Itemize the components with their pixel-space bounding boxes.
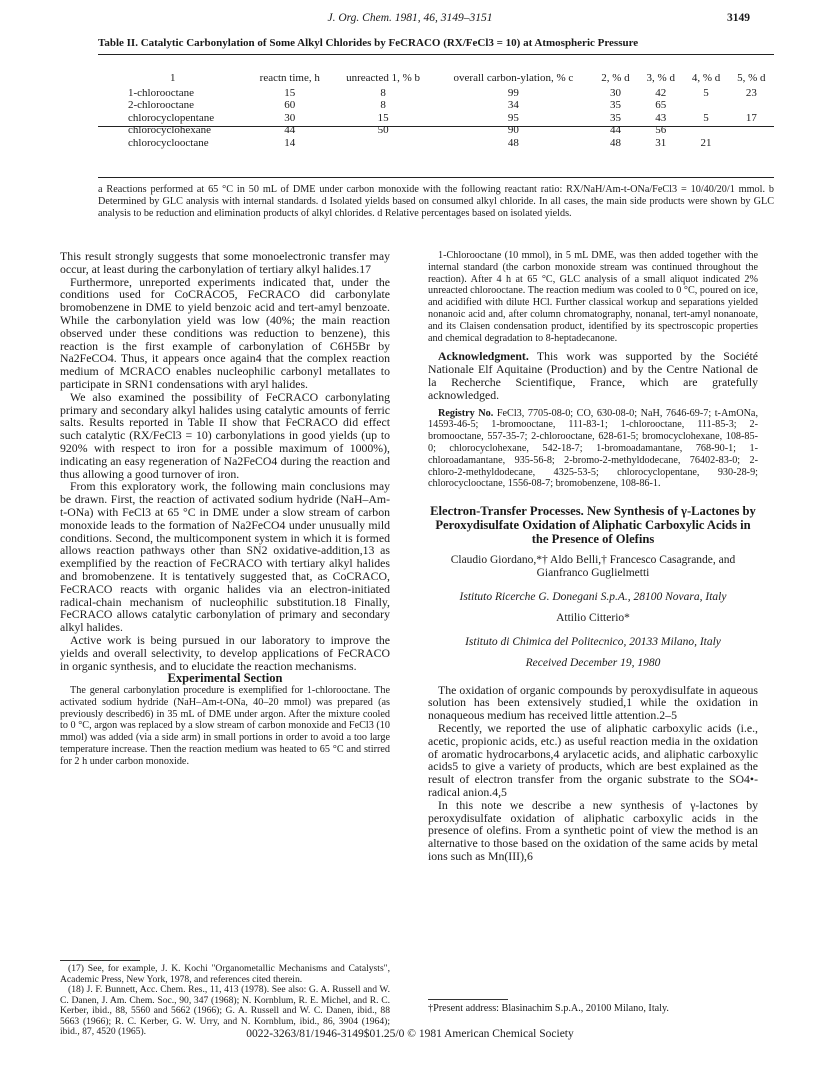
right-column — [428, 250, 758, 863]
table-cell: 34 — [507, 99, 519, 111]
table-footnote: a Reactions performed at 65 °C in 50 mL of DME under carbon monoxide with the following reactant ratio: RX/NaH/Am-t-ONa/FeCl3 = 10/40/20/1 mmol. b Determined by GLC analysis with internal standards. d Isolated yields based on consumed alkyl chloride. In all cases, the main side products were shown by GLC analysis to be reduction and elimination products of alkyl chlorides. d Relative percentages based on isolated yields. — [98, 184, 774, 219]
table-bottom-rule — [98, 177, 774, 178]
table-cell — [729, 137, 774, 150]
table-top-rule — [98, 54, 774, 55]
table-cell: 23 — [745, 86, 757, 99]
table-cell — [729, 99, 774, 112]
journal-citation: J. Org. Chem. 1981, 46, 3149–3151 — [327, 12, 493, 24]
table-cell: 48 — [609, 136, 621, 149]
table-cell: 35 — [609, 111, 621, 124]
table-cell — [729, 124, 774, 137]
table-cell: 5 — [703, 86, 709, 99]
registry-text: FeCl3, 7705-08-0; CO, 630-08-0; NaH, 7646-69-7; t-AmONa, 14593-46-5; 1-bromooctane, 111-83-1; 1-chlorooctane, 111-85-3; 2-bromooctane, 557-35-7; 2-chlorooctane, 628-61-5; bromocyclohexane, 108-85-0; chlorocyclohexane, 542-18-7; 1-bromoadamantane, 768-90-1; 1-chloroadamantane, 935-56-8; 2-bromo-2-methyldodecane, 76402-83-0; 2-chloro-2-methyldodecane, 4325-53-5; chlorocyclopentane, 930-28-9; chlorocyclooctane, 1556-08-7; bromobenzene, 108-86-1. — [428, 407, 759, 490]
table-cell: 60 — [284, 99, 296, 111]
paragraph: In this note we describe a new synthesis of γ-lactones by peroxydisulfate oxidation of aliphatic carboxylic acids in the presence of olefins. From a synthetic point of view the method is an alternative to those based on the oxidation of the same acids by metal ions such as Mn(III),6 — [428, 797, 758, 863]
table-cell: 15 — [284, 86, 296, 99]
table-cell: 43 — [655, 111, 667, 124]
table-cell: 1-chlorooctane — [128, 86, 194, 99]
table-cell: chlorocyclopentane — [128, 111, 215, 124]
reference-18: (18) J. F. Bunnett, Acc. Chem. Res., 11, 413 (1978). See also: G. A. Russell and W. C. Danen, J. Am. Chem. Soc., 90, 347 (1968); N. Kornblum, R. E. Michel, and R. C. Kerber, ibid., 88, 5560 and 5662 (1966); G. A. Russell and W. C. Danen, ibid., 88 5663 (1966); R. C. Kerber, G. W. Urry, and N. Kornblum, ibid., 86, 3904 (1964); ibid., 87, 4520 (1965). — [60, 984, 390, 1037]
left-column — [60, 250, 390, 768]
acknowledgment-heading: Acknowledgment. — [438, 349, 529, 364]
registry-numbers — [428, 408, 758, 491]
paragraph: Recently, we reported the use of aliphatic carboxylic acids (i.e., acetic, propionic acids, etc.) as useful reaction media in the oxidation of aromatic hydrocarbons,4 arylacetic acids, and aliphatic carboxylic acids5 to give a variety of products, which are best explained as the result of electron transfer from the organic substrate to the SO4•- radical anion.4,5 — [428, 720, 758, 799]
table-cell: 56 — [655, 124, 667, 136]
author-2: Attilio Citterio* — [556, 611, 630, 624]
table-cell: 95 — [507, 111, 519, 124]
section-heading: Experimental Section — [167, 671, 283, 686]
column-header: unreacted 1, % b — [346, 72, 421, 84]
table-cell: 65 — [655, 99, 667, 111]
table-cell: 35 — [609, 99, 621, 111]
paragraph: Active work is being pursued in our laboratory to improve the yields and overall selectivity, to develop applications of FeCRACO in organic synthesis, and to elucidate the reaction mechanisms. — [60, 632, 390, 673]
paragraph: We also examined the possibility of FeCRACO carbonylating primary and secondary alkyl halides using catalytic amounts of ferric salts. Results reported in Table II show that FeCRACO did effect such catalytic (RX/FeCl3 = 10) carbonylations in good yields (up to 920% with respect to iron for a possible maximum of 1000%), indicating an easy regeneration of Na2FeCO4 during the reaction and thus allowing a good turnover of iron. — [60, 389, 390, 481]
table-cell — [332, 137, 434, 150]
paragraph: Furthermore, unreported experiments indicated that, under the conditions used for CoCRACO5, FeCRACO did carbonylate bromobenzene in DME to yield benzoic acid and tert-amyl benzoate. While the carbonylation yield was low (40%; the main reaction observed under these conditions was reduction to benzene), this reaction is the first example of carbonylation of C6H5Br by Na2FeCO4. Thus, it appears once again4 that the complex reaction medium of MCRACO enables nucleophilic carbonyl metallates to participate in SRN1 condensations with aryl halides. — [60, 274, 390, 391]
table-row — [98, 99, 774, 112]
table-cell: 44 — [284, 124, 296, 136]
paragraph: This result strongly suggests that some monoelectronic transfer may occur, at least during the carbonylation of tertiary alkyl halides.17 — [60, 249, 390, 276]
table-cell: 8 — [380, 99, 386, 111]
experimental-paragraph: The general carbonylation procedure is exemplified for 1-chlorooctane. The activated sodium hydride (NaH–Am-t-ONa, 40–20 mmol) was prepared (as previously described6) in 35 mL of DME under argon. After the mixture cooled to 0 °C, argon was replaced by a slow stream of carbon monoxide and FeCl3 (10 mmol) was added (via a side arm) in small portions in order to avoid a too large temperature increase. Then the reaction medium was heated to 65 °C and stirred for 2 h under carbon monoxide. — [60, 685, 390, 767]
table-row — [98, 112, 774, 125]
table-cell: 99 — [507, 86, 519, 99]
table-cell: 48 — [507, 136, 519, 149]
authors: Claudio Giordano,*† Aldo Belli,† Francesco Casagrande, and Gianfranco Guglielmetti — [450, 554, 736, 580]
table-cell: 42 — [655, 86, 667, 99]
column-header: 1 — [169, 72, 176, 84]
table-cell: 14 — [284, 136, 296, 149]
reference-17: (17) See, for example, J. K. Kochi "Organometallic Mechanisms and Catalysts", Academic Press, New York, 1978, and references cited therein. — [60, 963, 390, 985]
paragraph: The oxidation of organic compounds by peroxydisulfate in aqueous solution has been extensively studied,1 while the oxidation in nonaqueous medium has received little attention.2–5 — [428, 682, 758, 723]
received-date: Received December 19, 1980 — [525, 656, 661, 669]
page-footer: 0022-3263/81/1946-3149$01.25/0 © 1981 American Chemical Society — [246, 1028, 574, 1040]
acknowledgment-text: This work was supported by the Société Nationale Elf Aquitaine (Production) and by the Centre National de la Recherche Scientifique, France, which are gratefully acknowledged. — [428, 349, 758, 402]
table-row — [98, 87, 774, 100]
column-header: 2, % d — [601, 72, 630, 84]
table-cell: 30 — [284, 111, 296, 124]
table-cell: 17 — [745, 111, 757, 124]
article-title: Electron-Transfer Processes. New Synthesis of γ-Lactones by Peroxydisulfate Oxidation of Aliphatic Carboxylic Acids in the Presence of Olefins — [430, 504, 756, 547]
table-cell: 2-chlorooctane — [128, 99, 194, 111]
column-header: overall carbon-ylation, % c — [453, 72, 574, 84]
table-cell: chlorocyclohexane — [128, 124, 212, 136]
registry-heading: Registry No. — [438, 407, 494, 419]
footnote-rule — [60, 960, 140, 961]
table-cell: chlorocyclooctane — [128, 136, 209, 149]
table-cell: 30 — [609, 86, 621, 99]
table-cell: 8 — [380, 86, 386, 99]
table-cell: 44 — [609, 124, 621, 136]
references — [60, 964, 390, 1038]
table-row — [98, 137, 774, 150]
table-cell: 50 — [377, 124, 389, 136]
table-cell: 90 — [507, 124, 519, 136]
table-cell: 21 — [700, 136, 712, 149]
table-cell: 31 — [655, 136, 667, 149]
table-cell: 15 — [377, 111, 389, 124]
running-header — [0, 12, 820, 28]
data-table — [98, 72, 774, 149]
institution-1: Istituto Ricerche G. Donegani S.p.A., 28100 Novara, Italy — [459, 591, 727, 604]
page-number: 3149 — [727, 12, 750, 24]
column-header: reactn time, h — [259, 72, 320, 84]
table-header-row — [98, 72, 774, 87]
institution-2: Istituto di Chimica del Politecnico, 20133 Milano, Italy — [465, 635, 721, 648]
paragraph: From this exploratory work, the following main conclusions may be drawn. First, the reaction of activated sodium hydride (NaH–Am-t-ONa) with FeCl3 at 65 °C in DME under a slow stream of carbon monoxide leads to the formation of Na2FeCO4 under unusually mild conditions. Second, the multicomponent system in which it is formed allows reaction pathways other than SN2 oxidative-addition,13 as exemplified by the reaction of FeCRACO with tertiary alkyl halides and bromobenzene. It is tentatively suggested that, as CoCRACO, FeCRACO reacts with organic halides via an electron-initiated radical-chain mechanism of nucleophilic substitution.18 Finally, FeCRACO allows catalytic carbonylation of primary and secondary alkyl halides. — [60, 479, 390, 635]
column-header: 5, % d — [737, 72, 766, 84]
table-cell — [683, 99, 728, 112]
table-cell — [683, 124, 728, 137]
experimental-continued: 1-Chlorooctane (10 mmol), in 5 mL DME, was then added together with the internal standard (the carbon monoxide stream was continued throughout the reaction). After 4 h at 65 °C, GLC analysis of a small aliquot indicated 2% unreacted chlorooctane. The reaction medium was cooled to 0 °C, poured on ice, and acidified with dilute HCl. Further classical workup and separations yielded nonanoic acid and, after column chromatography, nonanal, tert-amyl nonanoate, and its Claisen condensation product, identified by its spectroscopic properties and chemical degradation to 8-heptadecanone. — [428, 250, 758, 344]
column-header: 3, % d — [646, 72, 675, 84]
footnote-rule — [428, 999, 508, 1000]
table-row — [98, 124, 774, 137]
acknowledgment — [428, 350, 758, 401]
address-footnote: †Present address: Blasinachim S.p.A., 20100 Milano, Italy. — [428, 1003, 669, 1014]
table-caption: Table II. Catalytic Carbonylation of Some Alkyl Chlorides by FeCRACO (RX/FeCl3 = 10) at Atmospheric Pressure — [98, 37, 639, 49]
table-cell: 5 — [703, 111, 709, 124]
column-header: 4, % d — [691, 72, 721, 84]
